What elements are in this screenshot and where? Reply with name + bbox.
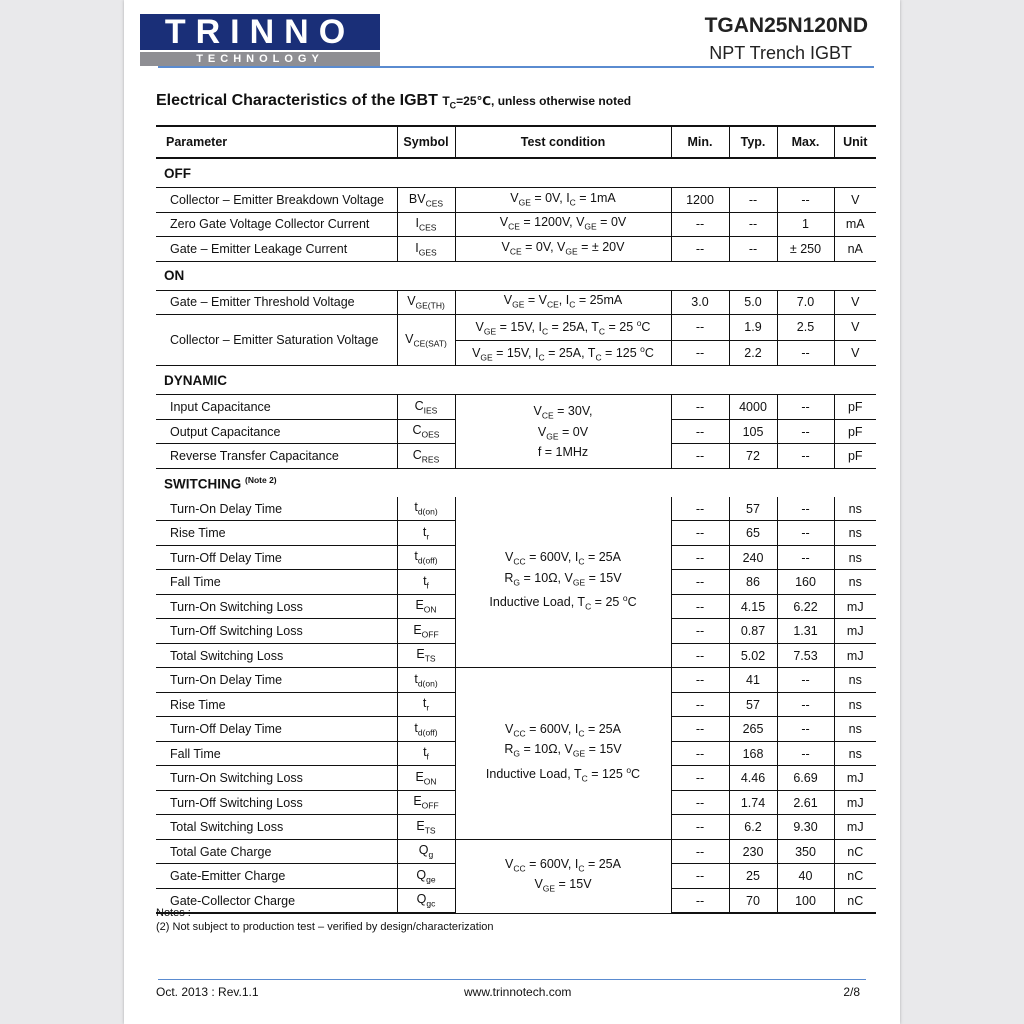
cell-parameter: Zero Gate Voltage Collector Current [156, 212, 397, 237]
cell-unit: V [834, 290, 876, 315]
section-condition: $T_C=25℃$, unless otherwise noted [442, 94, 632, 111]
cell-symbol: $t_f$ [397, 741, 455, 766]
cell-symbol: $V_{GE(TH)}$ [397, 290, 455, 315]
cell-parameter: Turn-Off Switching Loss [156, 619, 397, 644]
col-header-symbol: Symbol [397, 126, 455, 158]
cell-max: -- [777, 545, 834, 570]
table-header-row [156, 126, 876, 158]
cell-typ: 2.2 [729, 340, 777, 366]
cell-test-condition: $V_{GE} = V_{CE}$, $I_C = 25mA$ [455, 290, 671, 315]
cell-min: -- [671, 521, 729, 546]
col-header-min: Min. [671, 126, 729, 158]
group-row-dynamic [156, 366, 876, 395]
cell-parameter: Fall Time [156, 741, 397, 766]
cell-parameter: Input Capacitance [156, 395, 397, 420]
logo-subtitle: TECHNOLOGY [140, 52, 380, 66]
note-2: (2) Not subject to production test – verified by design/characterization [156, 921, 494, 933]
cell-min: -- [671, 790, 729, 815]
table-row [156, 395, 876, 420]
cell-min: -- [671, 741, 729, 766]
table-row [156, 237, 876, 262]
cell-typ: 240 [729, 545, 777, 570]
table-row [156, 497, 876, 521]
cell-max: 100 [777, 888, 834, 913]
cell-typ: 65 [729, 521, 777, 546]
cell-symbol: $E_{OFF}$ [397, 619, 455, 644]
cell-min: -- [671, 668, 729, 693]
cell-symbol: $C_{OES}$ [397, 419, 455, 444]
cell-max: 160 [777, 570, 834, 595]
group-label-off: OFF [156, 158, 876, 188]
group-label-switching: SWITCHING $^{(Note 2)}$ [164, 474, 277, 492]
cell-unit: nC [834, 864, 876, 889]
cell-unit: V [834, 340, 876, 366]
table-row [156, 290, 876, 315]
cell-symbol: $I_{CES}$ [397, 212, 455, 237]
group-label-on: ON [156, 261, 876, 290]
cell-parameter: Turn-On Delay Time [156, 668, 397, 693]
cell-unit: mJ [834, 815, 876, 840]
cell-unit: nC [834, 888, 876, 913]
cell-symbol: $t_f$ [397, 570, 455, 595]
cell-parameter: Turn-Off Switching Loss [156, 790, 397, 815]
cell-max: 2.5 [777, 315, 834, 341]
cell-symbol: $C_{IES}$ [397, 395, 455, 420]
cell-parameter: Total Switching Loss [156, 643, 397, 668]
cell-min: -- [671, 692, 729, 717]
cell-unit: ns [834, 741, 876, 766]
cell-parameter: Turn-Off Delay Time [156, 717, 397, 742]
table-row [156, 668, 876, 693]
cell-min: -- [671, 237, 729, 262]
electrical-characteristics-table [156, 125, 876, 914]
cell-min: -- [671, 619, 729, 644]
cell-typ: 230 [729, 839, 777, 864]
cell-symbol: $E_{TS}$ [397, 815, 455, 840]
table-row [156, 212, 876, 237]
cell-typ: -- [729, 212, 777, 237]
header-divider [158, 66, 874, 68]
group-row-on [156, 261, 876, 290]
cell-min: -- [671, 766, 729, 791]
section-title-text: Electrical Characteristics of the IGBT [156, 92, 438, 109]
cell-max: -- [777, 444, 834, 469]
cell-symbol: $E_{OFF}$ [397, 790, 455, 815]
cell-max: -- [777, 692, 834, 717]
cell-symbol: $BV_{CES}$ [397, 188, 455, 213]
section-title [156, 92, 631, 110]
col-header-test-condition: Test condition [455, 126, 671, 158]
cell-min: -- [671, 717, 729, 742]
cell-min: -- [671, 315, 729, 341]
cell-symbol: $I_{GES}$ [397, 237, 455, 262]
cell-parameter: Total Gate Charge [156, 839, 397, 864]
cell-symbol: $C_{RES}$ [397, 444, 455, 469]
cell-typ: 25 [729, 864, 777, 889]
cell-max: 6.69 [777, 766, 834, 791]
footer-divider [158, 979, 866, 980]
col-header-unit: Unit [834, 126, 876, 158]
cell-parameter: Gate – Emitter Leakage Current [156, 237, 397, 262]
cell-typ: 4.15 [729, 594, 777, 619]
cell-min: 3.0 [671, 290, 729, 315]
cell-unit: ns [834, 692, 876, 717]
table-row [156, 315, 876, 341]
cell-symbol: $E_{ON}$ [397, 594, 455, 619]
table-row [156, 839, 876, 864]
cell-parameter: Output Capacitance [156, 419, 397, 444]
cell-unit: ns [834, 668, 876, 693]
cell-test-condition: $V_{CE} = 30V$, $V_{GE} = 0V$ f = 1MHz [455, 395, 671, 469]
trinno-logo [140, 14, 380, 66]
cell-max: 1.31 [777, 619, 834, 644]
cell-symbol: $t_r$ [397, 521, 455, 546]
footer-revision: Oct. 2013 : Rev.1.1 [156, 985, 259, 999]
cell-parameter: Fall Time [156, 570, 397, 595]
cell-max: -- [777, 497, 834, 521]
cell-unit: V [834, 188, 876, 213]
cell-parameter: Rise Time [156, 692, 397, 717]
cell-symbol: $Q_g$ [397, 839, 455, 864]
cell-unit: pF [834, 444, 876, 469]
cell-symbol: $V_{CE(SAT)}$ [397, 315, 455, 366]
datasheet-page [124, 0, 900, 1024]
cell-typ: 4.46 [729, 766, 777, 791]
cell-typ: 265 [729, 717, 777, 742]
footer-website[interactable]: www.trinnotech.com [464, 985, 572, 999]
cell-typ: 105 [729, 419, 777, 444]
notes [156, 906, 494, 934]
cell-unit: ns [834, 521, 876, 546]
cell-max: 7.0 [777, 290, 834, 315]
cell-parameter: Collector – Emitter Saturation Voltage [156, 315, 397, 366]
cell-unit: mA [834, 212, 876, 237]
cell-min: -- [671, 419, 729, 444]
group-row-off [156, 158, 876, 188]
cell-symbol: $E_{TS}$ [397, 643, 455, 668]
cell-symbol: $Q_{ge}$ [397, 864, 455, 889]
cell-unit: nA [834, 237, 876, 262]
cell-unit: pF [834, 419, 876, 444]
cell-max: -- [777, 395, 834, 420]
cell-typ: 6.2 [729, 815, 777, 840]
cell-typ: -- [729, 188, 777, 213]
col-header-typ: Typ. [729, 126, 777, 158]
cell-max: 350 [777, 839, 834, 864]
cell-max: -- [777, 521, 834, 546]
cell-max: 6.22 [777, 594, 834, 619]
switching-note-ref: (Note 2) [245, 474, 277, 485]
table-body [156, 158, 876, 913]
cell-max: 40 [777, 864, 834, 889]
cell-min: -- [671, 545, 729, 570]
cell-symbol: $Q_{gc}$ [397, 888, 455, 913]
cell-parameter: Gate-Emitter Charge [156, 864, 397, 889]
cell-test-condition: $V_{GE} = 15V$, $I_C = 25A$, $T_C = 25$ $^o$C [455, 315, 671, 341]
cell-test-condition: $V_{CC} = 600V$, $I_C = 25A$ $V_{GE} = 15V$ [455, 839, 671, 913]
cell-max: ± 250 [777, 237, 834, 262]
cell-typ: 5.0 [729, 290, 777, 315]
cell-unit: mJ [834, 594, 876, 619]
cell-typ: 57 [729, 692, 777, 717]
group-label-dynamic: DYNAMIC [156, 366, 876, 395]
cell-parameter: Gate – Emitter Threshold Voltage [156, 290, 397, 315]
cell-max: -- [777, 188, 834, 213]
cell-unit: mJ [834, 790, 876, 815]
cell-parameter: Rise Time [156, 521, 397, 546]
cell-parameter: Total Switching Loss [156, 815, 397, 840]
cell-min: 1200 [671, 188, 729, 213]
cell-parameter: Turn-On Delay Time [156, 497, 397, 521]
cell-min: -- [671, 570, 729, 595]
cell-max: -- [777, 741, 834, 766]
cell-symbol: $t_r$ [397, 692, 455, 717]
footer-page-number: 2/8 [843, 985, 860, 999]
cell-max: -- [777, 419, 834, 444]
cell-max: -- [777, 668, 834, 693]
cell-min: -- [671, 643, 729, 668]
cell-typ: 41 [729, 668, 777, 693]
cell-test-condition: $V_{GE} = 0V$, $I_C = 1mA$ [455, 188, 671, 213]
cell-max: -- [777, 717, 834, 742]
cell-typ: 4000 [729, 395, 777, 420]
cell-parameter: Gate-Collector Charge [156, 888, 397, 913]
cell-unit: ns [834, 717, 876, 742]
cell-parameter: Reverse Transfer Capacitance [156, 444, 397, 469]
cell-unit: ns [834, 570, 876, 595]
cell-typ: 70 [729, 888, 777, 913]
cell-symbol: $t_{d(on)}$ [397, 497, 455, 521]
col-header-parameter: Parameter [156, 126, 397, 158]
cell-parameter: Turn-Off Delay Time [156, 545, 397, 570]
cell-test-condition: $V_{CE} = 1200V$, $V_{GE} = 0V$ [455, 212, 671, 237]
cell-min: -- [671, 815, 729, 840]
cell-min: -- [671, 864, 729, 889]
cell-parameter: Turn-On Switching Loss [156, 766, 397, 791]
cell-symbol: $t_{d(on)}$ [397, 668, 455, 693]
cell-min: -- [671, 212, 729, 237]
cell-unit: mJ [834, 766, 876, 791]
cell-test-condition: $V_{CE} = 0V$, $V_{GE}$ = ± 20V [455, 237, 671, 262]
cell-typ: 0.87 [729, 619, 777, 644]
cell-typ: 86 [729, 570, 777, 595]
cell-symbol: $t_{d(off)}$ [397, 717, 455, 742]
cell-symbol: $t_{d(off)}$ [397, 545, 455, 570]
cell-typ: 72 [729, 444, 777, 469]
part-description: NPT Trench IGBT [709, 43, 852, 63]
cell-unit: ns [834, 497, 876, 521]
cell-typ: 1.74 [729, 790, 777, 815]
cell-unit: nC [834, 839, 876, 864]
cell-typ: 5.02 [729, 643, 777, 668]
cell-symbol: $E_{ON}$ [397, 766, 455, 791]
cell-unit: mJ [834, 619, 876, 644]
cell-unit: pF [834, 395, 876, 420]
cell-min: -- [671, 497, 729, 521]
cell-max: 1 [777, 212, 834, 237]
cell-min: -- [671, 888, 729, 913]
cell-test-condition: $V_{GE} = 15V$, $I_C = 25A$, $T_C = 125$ $^o$C [455, 340, 671, 366]
cell-unit: mJ [834, 643, 876, 668]
group-row-switching [156, 468, 876, 497]
cell-parameter: Collector – Emitter Breakdown Voltage [156, 188, 397, 213]
cell-test-condition: $V_{CC} = 600V$, $I_C = 25A$ $R_G = 10\Omega$, $V_{GE} = 15V$ Inductive Load, $T_C = 125$ $^o$C [455, 668, 671, 840]
cell-min: -- [671, 444, 729, 469]
cell-typ: 1.9 [729, 315, 777, 341]
cell-max: -- [777, 340, 834, 366]
cell-min: -- [671, 395, 729, 420]
cell-test-condition: $V_{CC} = 600V$, $I_C = 25A$ $R_G = 10\Omega$, $V_{GE} = 15V$ Inductive Load, $T_C = 25$ $^o$C [455, 497, 671, 668]
cell-typ: -- [729, 237, 777, 262]
cell-min: -- [671, 340, 729, 366]
cell-unit: ns [834, 545, 876, 570]
cell-min: -- [671, 839, 729, 864]
part-number: TGAN25N120ND [704, 14, 868, 37]
logo-wordmark: TRINNO [164, 13, 356, 51]
cell-min: -- [671, 594, 729, 619]
cell-max: 2.61 [777, 790, 834, 815]
cell-typ: 168 [729, 741, 777, 766]
cell-max: 9.30 [777, 815, 834, 840]
cell-max: 7.53 [777, 643, 834, 668]
cell-typ: 57 [729, 497, 777, 521]
notes-title: Notes : [156, 907, 191, 919]
table-row [156, 188, 876, 213]
cell-parameter: Turn-On Switching Loss [156, 594, 397, 619]
col-header-max: Max. [777, 126, 834, 158]
cell-unit: V [834, 315, 876, 341]
